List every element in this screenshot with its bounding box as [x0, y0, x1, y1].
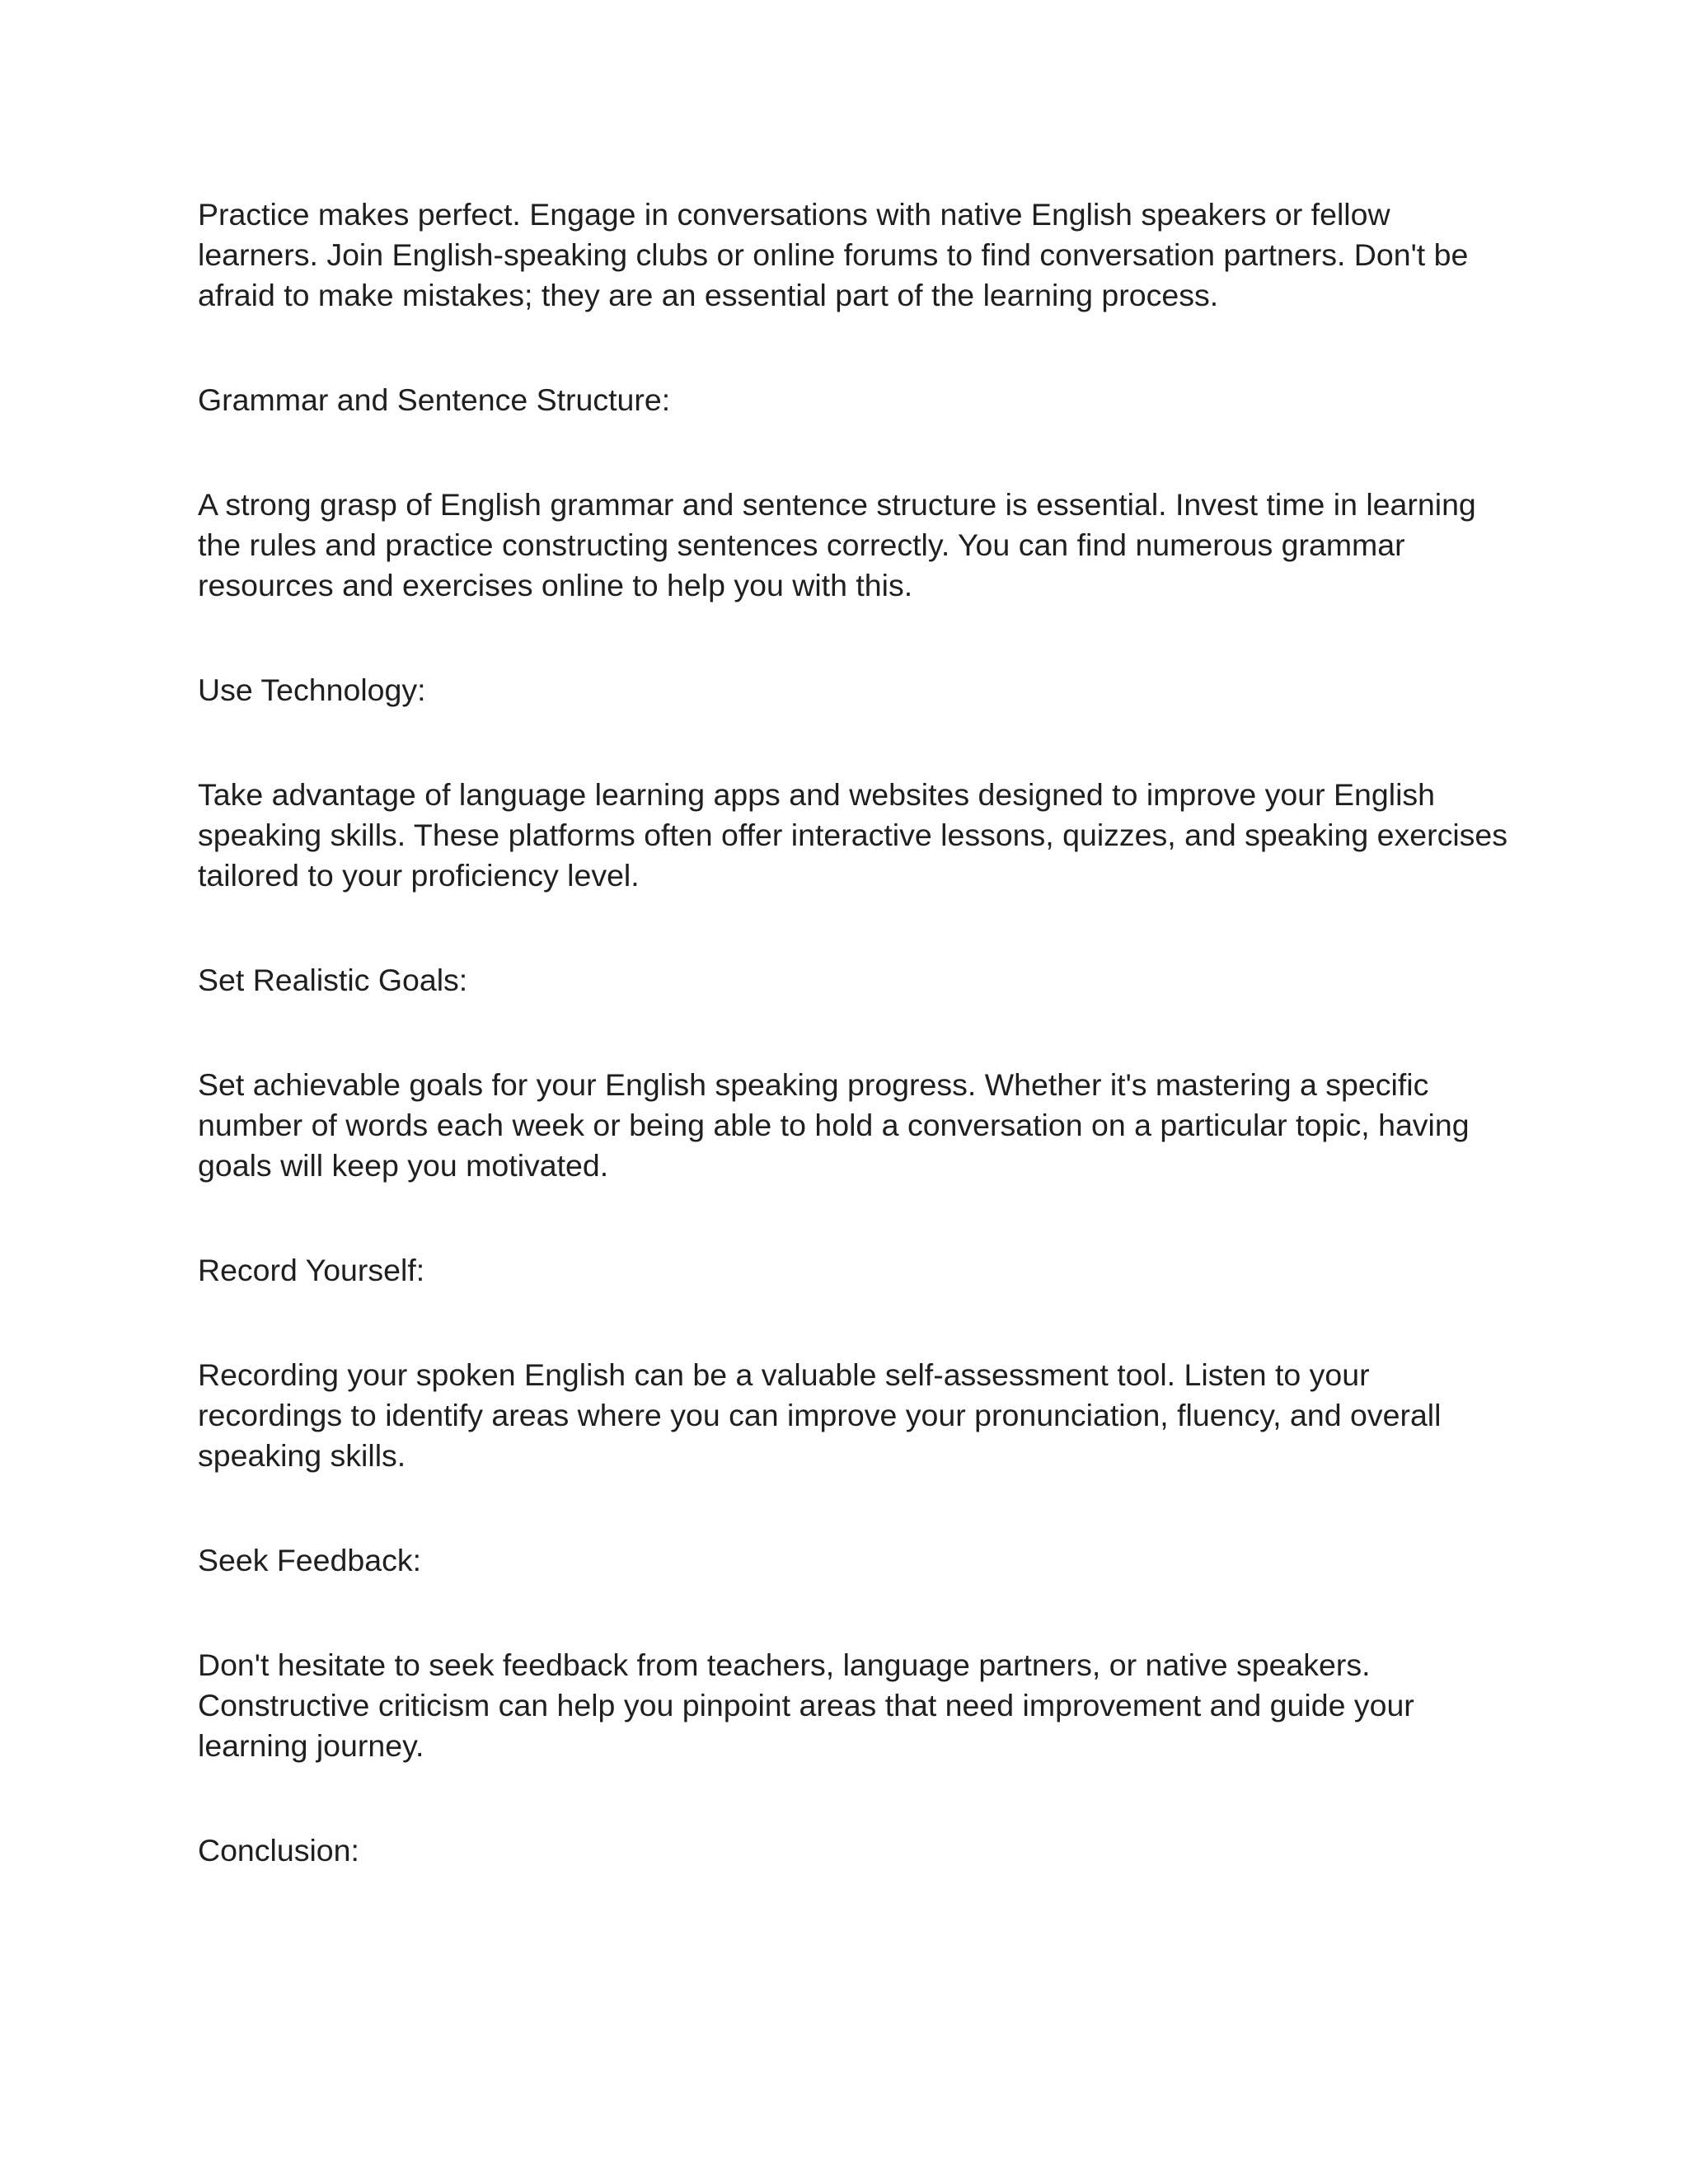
- paragraph-practice: [198, 194, 1492, 316]
- text-line: learners. Join English-speaking clubs or online forums to find conversation partners. Don't be: [198, 237, 1469, 272]
- text-line: A strong grasp of English grammar and sentence structure is essential. Invest time in learning: [198, 487, 1476, 522]
- text-line: resources and exercises online to help you with this.: [198, 568, 913, 602]
- text-line: Practice makes perfect. Engage in conversations with native English speakers or fellow: [198, 197, 1390, 232]
- heading-text: Set Realistic Goals:: [198, 963, 468, 997]
- heading-text: Seek Feedback:: [198, 1543, 421, 1577]
- text-line: recordings to identify areas where you can improve your pronunciation, fluency, and overall: [198, 1398, 1442, 1432]
- text-line: Take advantage of language learning apps and websites designed to improve your English: [198, 777, 1436, 812]
- text-line: tailored to your proficiency level.: [198, 858, 640, 893]
- heading-feedback: [198, 1540, 1492, 1581]
- heading-text: Use Technology:: [198, 673, 426, 707]
- text-line: learning journey.: [198, 1728, 424, 1763]
- heading-technology: [198, 670, 1492, 710]
- heading-text: Conclusion:: [198, 1833, 359, 1868]
- heading-text: Grammar and Sentence Structure:: [198, 382, 671, 417]
- heading-conclusion: [198, 1830, 1492, 1871]
- heading-record: [198, 1250, 1492, 1291]
- text-line: speaking skills. These platforms often offer interactive lessons, quizzes, and speaking exercises: [198, 818, 1508, 852]
- paragraph-feedback: [198, 1645, 1492, 1766]
- text-line: goals will keep you motivated.: [198, 1148, 609, 1183]
- text-line: speaking skills.: [198, 1438, 406, 1473]
- paragraph-record: [198, 1355, 1492, 1476]
- paragraph-grammar: [198, 485, 1492, 606]
- text-line: afraid to make mistakes; they are an essential part of the learning process.: [198, 278, 1219, 312]
- document-body: [198, 194, 1508, 1935]
- text-line: Recording your spoken English can be a valuable self-assessment tool. Listen to your: [198, 1357, 1370, 1392]
- heading-goals: [198, 960, 1492, 1001]
- text-line: number of words each week or being able to hold a conversation on a particular topic, having: [198, 1108, 1470, 1142]
- heading-text: Record Yourself:: [198, 1253, 425, 1287]
- heading-grammar: [198, 380, 1492, 420]
- text-line: Don't hesitate to seek feedback from teachers, language partners, or native speakers.: [198, 1647, 1371, 1682]
- text-line: Constructive criticism can help you pinpoint areas that need improvement and guide your: [198, 1688, 1414, 1722]
- text-line: Set achievable goals for your English speaking progress. Whether it's mastering a specific: [198, 1067, 1429, 1102]
- paragraph-technology: [198, 775, 1508, 896]
- paragraph-goals: [198, 1065, 1492, 1186]
- text-line: the rules and practice constructing sentences correctly. You can find numerous grammar: [198, 527, 1405, 562]
